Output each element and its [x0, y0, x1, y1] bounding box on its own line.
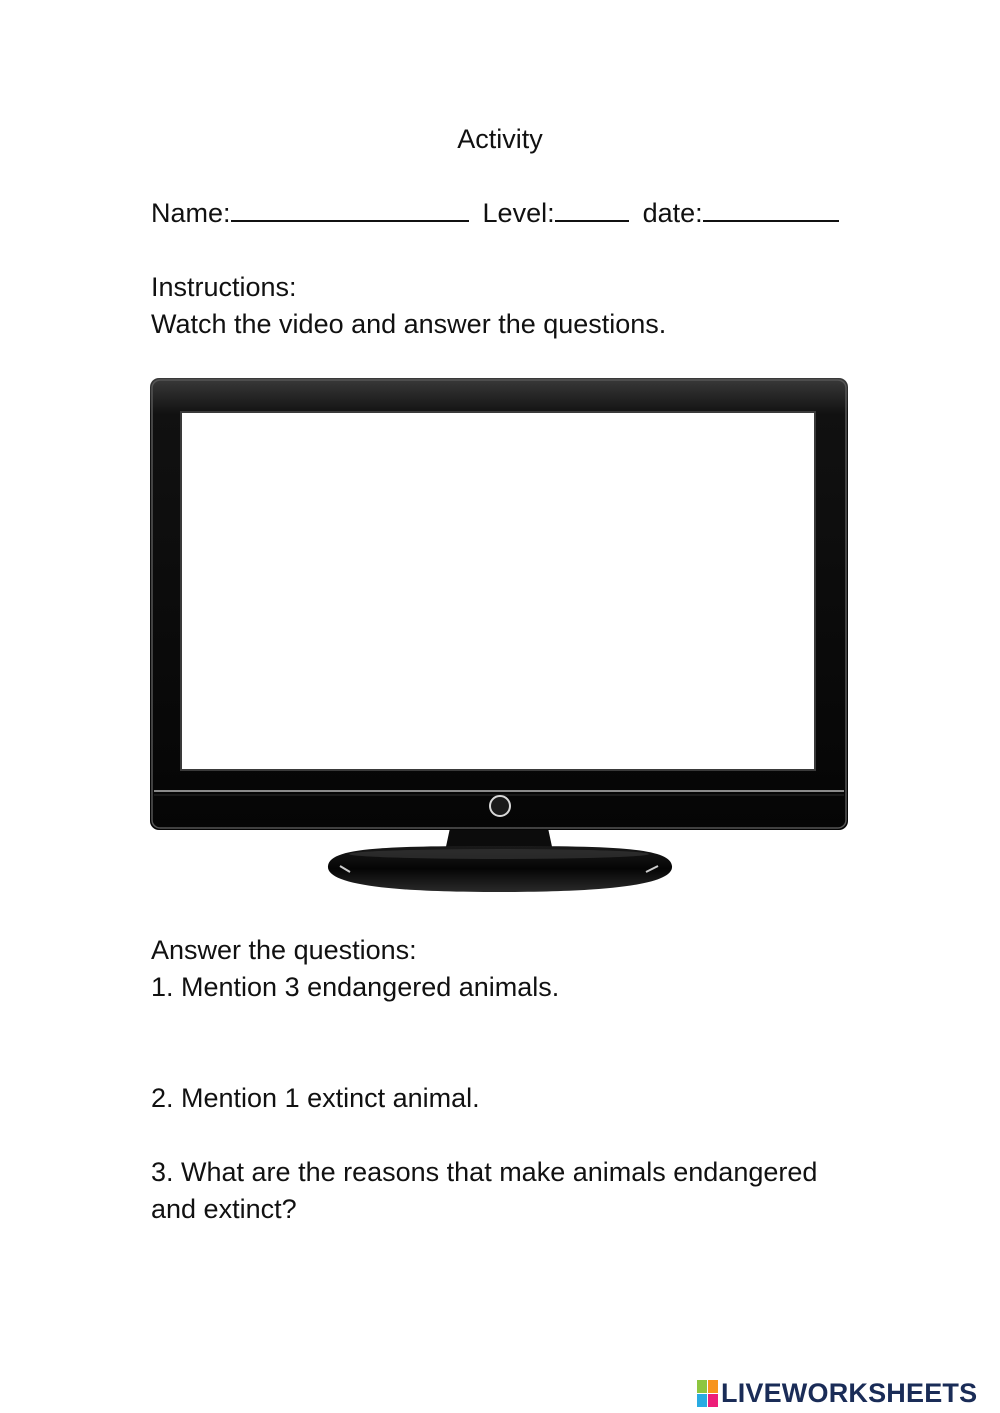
name-label: Name:	[151, 198, 231, 228]
level-label: Level:	[482, 198, 555, 228]
student-info-line	[151, 196, 839, 230]
liveworksheets-logo	[697, 1374, 977, 1412]
brand-text: LIVEWORKSHEETS	[721, 1377, 978, 1408]
video-monitor[interactable]	[150, 378, 848, 898]
date-label: date:	[642, 198, 703, 228]
tv-monitor-icon	[150, 378, 848, 898]
question-2: 2. Mention 1 extinct animal.	[151, 1083, 480, 1113]
question-3-line-2: and extinct?	[151, 1194, 297, 1224]
instructions-heading: Instructions:	[151, 272, 297, 302]
page-title: Activity	[457, 124, 543, 154]
question-3-line-1: 3. What are the reasons that make animals endangered	[151, 1157, 818, 1187]
question-1: 1. Mention 3 endangered animals.	[151, 972, 560, 1002]
name-blank[interactable]	[231, 200, 469, 222]
liveworksheets-logo-icon	[697, 1379, 719, 1407]
instructions-text: Watch the video and answer the questions.	[151, 309, 667, 339]
level-blank[interactable]	[555, 200, 629, 222]
questions-heading: Answer the questions:	[151, 935, 417, 965]
date-blank[interactable]	[703, 200, 839, 222]
